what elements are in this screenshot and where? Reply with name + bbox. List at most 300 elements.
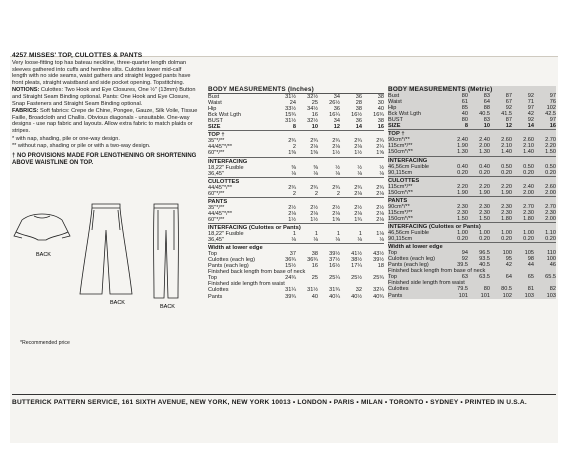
metric-row-label: 90cm*/** <box>388 137 410 144</box>
inches-row-label: 60"*/** <box>208 190 225 197</box>
metric-row-label: INTERFACING (Culottes or Pants) <box>388 222 556 230</box>
inches-cell: 2⅛ <box>310 144 318 151</box>
metric-row-label: Width at lower edge <box>388 243 556 251</box>
metric-row-label: Pants (each leg) <box>388 262 429 269</box>
metric-cell: 2.20 <box>479 183 490 190</box>
metric-table-section-row <box>388 130 556 138</box>
inches-cell: 2 <box>292 190 296 197</box>
inches-cell: 26½ <box>329 100 340 107</box>
metric-row-label: Top <box>388 250 398 257</box>
inches-cell: 39½ <box>373 257 384 264</box>
inches-cell: 1⅝ <box>332 216 340 223</box>
metric-cell: 2.10 <box>523 143 534 150</box>
pants-back-illustration <box>154 204 179 298</box>
inches-table-section-row <box>208 131 384 139</box>
inches-cell: 40 <box>377 106 384 113</box>
metric-cell: 40.5 <box>479 111 490 118</box>
inches-cell: ⅛ <box>291 237 296 244</box>
inches-cell: 2¾ <box>354 184 362 191</box>
inches-cell: 36 <box>355 118 362 125</box>
inches-row-label: Waist <box>208 100 222 107</box>
metric-cell: 1.30 <box>479 149 490 156</box>
metric-cell: 2.60 <box>523 137 534 144</box>
inches-row-label: Culottes <box>208 287 229 294</box>
inches-cell: 32¼ <box>373 287 384 294</box>
metric-row-label: Hip <box>388 105 397 112</box>
inches-cell: 2¾ <box>332 138 340 145</box>
metric-cell: 81 <box>527 286 534 293</box>
metric-cell: 63 <box>461 274 468 281</box>
metric-row-label: 46,56cm Fusible <box>388 230 430 237</box>
metric-row-label: 115cm*/** <box>388 143 413 150</box>
inches-row-label: Pants <box>208 293 223 300</box>
inches-cell: 1 <box>314 231 318 238</box>
inches-cell: 14 <box>355 124 362 131</box>
inches-cell: 1½ <box>310 216 318 223</box>
pattern-number: 4257 <box>12 52 28 59</box>
metric-cell: 0.40 <box>457 163 468 170</box>
metric-cell: 2.30 <box>479 203 490 210</box>
inches-cell: 37 <box>289 251 296 258</box>
inches-cell: ⅛ <box>291 170 296 177</box>
metric-cell: 2.30 <box>479 209 490 216</box>
inches-row-label: Bust <box>208 94 220 101</box>
inches-cell: ⅛ <box>357 170 362 177</box>
body-measurements-metric-table <box>388 86 556 299</box>
metric-table-header <box>388 86 556 93</box>
metric-cell: 0.20 <box>501 169 512 176</box>
fabrics-text: Soft fabrics: Crepe de Chine, Pongee, Gauze, Silk Voile, Tissue Faille, Broadcloth and Challis. Obvious diagonals - unsuitable. One-way designs - use nap fabric and layouts. Allow extra fabric to match plaids or stripes. <box>12 108 198 134</box>
inches-cell: 2 <box>336 190 340 197</box>
inches-cell: 1⅛ <box>376 231 384 238</box>
top-back-illustration <box>14 214 70 240</box>
metric-cell: 64 <box>505 274 512 281</box>
metric-cell: 1.90 <box>457 143 468 150</box>
metric-row-label: 150cm*/** <box>388 215 413 222</box>
inches-cell: 39¾ <box>285 293 296 300</box>
inches-cell: 2¾ <box>332 184 340 191</box>
metric-cell: 2.40 <box>457 137 468 144</box>
inches-cell: 2½ <box>354 204 362 211</box>
metric-cell: 2.20 <box>457 183 468 190</box>
inches-cell: 2⅛ <box>354 210 362 217</box>
metric-cell: 1.30 <box>457 149 468 156</box>
metric-row-label: 150cm*/** <box>388 149 413 156</box>
metric-row-label: SIZE <box>388 123 401 130</box>
notions-paragraph <box>12 87 198 107</box>
inches-cell: 32½ <box>307 118 318 125</box>
metric-row-label: 90cm*/** <box>388 203 410 210</box>
metric-cell: 16 <box>549 123 556 130</box>
inches-cell: 2¾ <box>310 184 318 191</box>
inches-row-label: Top <box>208 275 218 282</box>
inches-table-section-row <box>208 197 384 205</box>
inches-cell: 2⅛ <box>332 210 340 217</box>
metric-row-label: Finished back length from base of neck <box>388 268 486 275</box>
metric-cell: 80 <box>461 93 468 100</box>
metric-cell: 2.70 <box>545 203 556 210</box>
metric-cell: 101 <box>458 292 468 299</box>
inches-cell: 2 <box>314 190 318 197</box>
inches-cell: 32 <box>355 287 362 294</box>
inches-cell: 38 <box>311 251 318 258</box>
inches-cell: 2¾ <box>376 138 384 145</box>
inches-cell: 39½ <box>329 251 340 258</box>
metric-table-section-row <box>388 222 556 230</box>
metric-cell: 41.5 <box>501 111 512 118</box>
metric-cell: 110 <box>547 250 556 257</box>
metric-cell: 65 <box>527 274 534 281</box>
metric-cell: 0.20 <box>479 169 490 176</box>
inches-cell: 2⅛ <box>354 190 362 197</box>
inches-cell: 25¾ <box>373 275 384 282</box>
inches-cell: 28 <box>355 100 362 107</box>
inches-row-label: Bck Wst Lgth <box>208 112 241 119</box>
metric-cell: 0.20 <box>523 169 534 176</box>
nap-note: * with nap, shading, pile or one-way design. <box>12 135 120 142</box>
inches-cell: 31½ <box>307 287 318 294</box>
metric-cell: 92 <box>527 117 534 124</box>
inches-cell: 15¾ <box>285 112 296 119</box>
inches-cell: 16 <box>377 124 384 131</box>
inches-cell: 2 <box>292 144 296 151</box>
inches-row-label: 18,22" Fusible <box>208 164 244 171</box>
inches-cell: 2⅛ <box>376 216 384 223</box>
metric-cell: 1.00 <box>457 230 468 237</box>
metric-cell: 0.50 <box>545 163 556 170</box>
metric-cell: 0.20 <box>523 236 534 243</box>
metric-cell: 46 <box>549 262 556 269</box>
metric-row-label: 46,56cm Fusible <box>388 163 430 170</box>
recommended-price-note: *Recommended price <box>20 340 70 346</box>
metric-cell: 0.50 <box>523 163 534 170</box>
metric-cell: 1.90 <box>501 189 512 196</box>
metric-cell: 2.30 <box>501 209 512 216</box>
inches-cell: 25 <box>311 275 318 282</box>
metric-cell: 10 <box>483 123 490 130</box>
inches-row-label: PANTS <box>208 197 384 205</box>
inches-row-label: Finished back length from base of neck <box>208 269 306 276</box>
metric-cell: 2.10 <box>501 143 512 150</box>
inches-cell: ⅛ <box>335 237 340 244</box>
metric-cell: 93.5 <box>479 256 490 263</box>
inches-cell: 43½ <box>373 251 384 258</box>
metric-cell: 83 <box>483 117 490 124</box>
inches-cell: 31½ <box>285 94 296 101</box>
metric-cell: 1.50 <box>545 149 556 156</box>
inches-cell: 1½ <box>332 150 340 157</box>
metric-cell: 98 <box>527 256 534 263</box>
inches-row-label: 44/45"*/** <box>208 210 233 217</box>
metric-cell: 105 <box>524 250 534 257</box>
metric-table-section-row <box>388 156 556 164</box>
inches-cell: 2¾ <box>310 138 318 145</box>
metric-cell: 12 <box>505 123 512 130</box>
inches-cell: 2¾ <box>376 184 384 191</box>
inches-cell: 25½ <box>351 275 362 282</box>
metric-cell: 80.5 <box>501 286 512 293</box>
inches-row-label: 36,45" <box>208 237 224 244</box>
metric-cell: 103 <box>524 292 534 299</box>
metric-row-label: TOP † <box>388 130 556 138</box>
metric-cell: 2.30 <box>457 209 468 216</box>
metric-cell: 0.40 <box>479 163 490 170</box>
inches-row-label: 60"*/** <box>208 216 225 223</box>
metric-cell: 1.00 <box>501 230 512 237</box>
metric-table-row <box>388 293 556 299</box>
inches-cell: ⅛ <box>379 170 384 177</box>
inches-cell: 16¼ <box>329 112 340 119</box>
inches-cell: 12 <box>333 124 340 131</box>
inches-cell: 37½ <box>329 257 340 264</box>
metric-cell: 92 <box>505 105 512 112</box>
metric-cell: 2.60 <box>501 137 512 144</box>
inches-cell: 2½ <box>310 204 318 211</box>
metric-table-section-row <box>388 176 556 184</box>
publisher-footer: BUTTERICK PATTERN SERVICE, 161 SIXTH AVENUE, NEW YORK, NEW YORK 10013 • LONDON • PARIS • MILAN • TORONTO • SYDNEY • PRINTED IN U.S.A. <box>12 394 556 406</box>
metric-cell: 42.5 <box>545 111 556 118</box>
metric-cell: 82 <box>549 286 556 293</box>
inches-table-header <box>208 86 384 94</box>
metric-cell: 63.5 <box>479 274 490 281</box>
inches-cell: 31¼ <box>285 287 296 294</box>
metric-cell: 8 <box>464 123 468 130</box>
inches-cell: 31½ <box>285 118 296 125</box>
inches-cell: 1 <box>336 231 340 238</box>
metric-row-label: INTERFACING <box>388 156 556 164</box>
metric-cell: 2.30 <box>545 209 556 216</box>
metric-cell: 103 <box>546 292 556 299</box>
notions-label: NOTIONS: <box>12 87 40 94</box>
inches-table-row <box>208 294 384 300</box>
metric-cell: 2.70 <box>545 137 556 144</box>
metric-cell: 71 <box>527 99 534 106</box>
inches-row-label: Top <box>208 251 218 258</box>
metric-cell: 0.20 <box>545 169 556 176</box>
inches-cell: 2⅛ <box>376 210 384 217</box>
inches-cell: 1⅝ <box>376 150 384 157</box>
metric-cell: 1.10 <box>545 230 556 237</box>
inches-row-label: 18,22" Fusible <box>208 231 244 238</box>
metric-cell: 2.30 <box>457 203 468 210</box>
inches-cell: ⅜ <box>313 164 318 171</box>
inches-row-label: 44/45"*/** <box>208 144 233 151</box>
inches-cell: 33½ <box>285 106 296 113</box>
culottes-back-label: BACK <box>110 300 125 306</box>
inches-cell: ½ <box>357 164 362 171</box>
no-nap-note: ** without nap, shading or pile or with a two-way design. <box>12 143 151 150</box>
inches-cell: 34 <box>333 118 340 125</box>
metric-cell: 87 <box>505 93 512 100</box>
metric-cell: 0.20 <box>479 236 490 243</box>
inches-row-label: BUST <box>208 118 223 125</box>
metric-cell: 83 <box>483 93 490 100</box>
pattern-description-column <box>12 52 198 167</box>
inches-cell: 15½ <box>285 263 296 270</box>
pattern-description: Very loose-fitting top has bateau neckline, three-quarter length dolman sleeves gathered into cuffs and hemline slits. Culottes lower mid-calf length with no side seams, waist gathers and straight legged pants have front pleats, straight waistband and side pocket opening. Topstitching. <box>12 60 191 86</box>
metric-cell: 2.40 <box>479 137 490 144</box>
metric-cell: 97 <box>549 117 556 124</box>
inches-cell: 36¾ <box>285 257 296 264</box>
inches-table-section-row <box>208 177 384 185</box>
metric-table-title: BODY MEASUREMENTS (Metric) <box>388 86 493 93</box>
metric-cell: 14 <box>527 123 534 130</box>
metric-cell: 80 <box>461 117 468 124</box>
metric-cell: 79.5 <box>457 286 468 293</box>
metric-row-label: CULOTTES <box>388 176 556 184</box>
metric-row-label: 115cm*/** <box>388 183 413 190</box>
metric-cell: 87 <box>505 117 512 124</box>
metric-cell: 1.90 <box>479 189 490 196</box>
inches-cell: 32½ <box>307 94 318 101</box>
metric-cell: 44 <box>527 262 534 269</box>
inches-cell: 16½ <box>329 263 340 270</box>
inches-cell: 1⅜ <box>288 150 296 157</box>
metric-cell: 102 <box>546 105 556 112</box>
fabrics-label: FABRICS: <box>12 108 39 115</box>
metric-cell: 1.80 <box>501 215 512 222</box>
inches-cell: 1⅜ <box>310 150 318 157</box>
inches-cell: 2¾ <box>354 138 362 145</box>
inches-row-label: 44/45"*/** <box>208 184 233 191</box>
metric-cell: 0.20 <box>457 236 468 243</box>
inches-cell: ⅛ <box>313 170 318 177</box>
inches-cell: 17¼ <box>351 263 362 270</box>
inches-cell: 2½ <box>288 204 296 211</box>
metric-cell: 97 <box>549 93 556 100</box>
inches-cell: 1¾ <box>354 216 362 223</box>
metric-cell: 85 <box>461 105 468 112</box>
pattern-name: MISSES' TOP, CULOTTES & PANTS <box>29 52 143 59</box>
metric-cell: 1.00 <box>523 230 534 237</box>
inches-table-body <box>208 86 384 300</box>
metric-row-label: 115cm*/** <box>388 209 413 216</box>
inches-cell: 2⅛ <box>332 144 340 151</box>
metric-row-label: Bust <box>388 93 400 100</box>
inches-row-label: Culottes (each leg) <box>208 257 255 264</box>
inches-cell: 38 <box>355 106 362 113</box>
inches-cell: ⅛ <box>357 237 362 244</box>
pattern-title <box>12 52 198 59</box>
inches-cell: 38½ <box>351 257 362 264</box>
metric-cell: 94 <box>461 250 468 257</box>
inches-row-label: TOP † <box>208 131 384 139</box>
inches-cell: 34 <box>333 94 340 101</box>
inches-cell: 18 <box>377 263 384 270</box>
inches-cell: 2¼ <box>376 144 384 151</box>
metric-row-label: Top <box>388 274 398 281</box>
inches-cell: 38 <box>377 118 384 125</box>
notions-text: Culottes: Two Hook and Eye Closures, One ½" (13mm) Button and Straight Seam Binding optional. Pants: One Hook and Eye Closure, Snap Fasteners and Straight Seam Binding optional. <box>12 87 196 107</box>
inches-cell: 8 <box>292 124 296 131</box>
metric-cell: 0.20 <box>501 236 512 243</box>
fabrics-paragraph <box>12 108 198 134</box>
metric-cell: 2.00 <box>545 189 556 196</box>
metric-row-label: 150cm*/** <box>388 189 413 196</box>
metric-cell: 1.90 <box>457 189 468 196</box>
inches-row-label: 36,45" <box>208 170 224 177</box>
inches-cell: ⅜ <box>291 164 296 171</box>
metric-cell: 40.5 <box>479 262 490 269</box>
metric-row-label: Pants <box>388 292 403 299</box>
inches-cell: 38 <box>377 94 384 101</box>
back-view-illustrations <box>8 190 200 310</box>
inches-cell: 16½ <box>351 112 362 119</box>
metric-cell: 0.20 <box>457 169 468 176</box>
inches-cell: 25 <box>311 100 318 107</box>
metric-cell: 42 <box>527 111 534 118</box>
metric-cell: 0.50 <box>501 163 512 170</box>
metric-row-label: Finished side length from waist <box>388 280 465 287</box>
inches-cell: 2⅛ <box>376 190 384 197</box>
inches-table-section-row <box>208 223 384 231</box>
metric-cell: 2.00 <box>523 189 534 196</box>
inches-cell: 2⅛ <box>310 210 318 217</box>
metric-cell: 95 <box>505 256 512 263</box>
inches-cell: 41½ <box>351 251 362 258</box>
inches-cell: 1½ <box>354 150 362 157</box>
inches-cell: 2⅛ <box>288 210 296 217</box>
inches-cell: 16 <box>311 263 318 270</box>
metric-cell: 2.30 <box>501 203 512 210</box>
pants-back-label: BACK <box>160 304 175 310</box>
inches-cell: 2¾ <box>288 184 296 191</box>
metric-cell: 92 <box>461 256 468 263</box>
inches-cell: 10 <box>311 124 318 131</box>
inches-table-section-row <box>208 157 384 165</box>
inches-row-label: Pants (each leg) <box>208 263 249 270</box>
metric-cell: 67 <box>505 99 512 106</box>
inches-cell: 40½ <box>351 293 362 300</box>
metric-cell: 2.70 <box>523 203 534 210</box>
inches-cell: 1 <box>358 231 362 238</box>
metric-cell: 2.00 <box>545 215 556 222</box>
metric-cell: 64 <box>483 99 490 106</box>
inches-cell: 1½ <box>288 216 296 223</box>
inches-cell: 2½ <box>332 204 340 211</box>
inches-row-label: INTERFACING <box>208 157 384 165</box>
metric-cell: 80 <box>483 286 490 293</box>
metric-row-label: PANTS <box>388 196 556 204</box>
metric-cell: 42 <box>505 262 512 269</box>
body-measurements-inches-table <box>208 86 384 300</box>
metric-cell: 1.50 <box>479 215 490 222</box>
inches-cell: 31¾ <box>329 287 340 294</box>
metric-cell: 101 <box>480 292 490 299</box>
metric-row-label: Culottes <box>388 286 409 293</box>
inches-cell: 40 <box>311 293 318 300</box>
metric-table-section-row <box>388 243 556 251</box>
metric-cell: 1.50 <box>457 215 468 222</box>
inches-cell: 2¾ <box>288 138 296 145</box>
metric-cell: 1.40 <box>501 149 512 156</box>
metric-cell: 96.5 <box>479 250 490 257</box>
metric-cell: 1.40 <box>523 149 534 156</box>
metric-row-label: Culottes (each leg) <box>388 256 435 263</box>
inches-cell: 24 <box>289 100 296 107</box>
inches-cell: 1 <box>292 231 296 238</box>
inches-cell: 16 <box>311 112 318 119</box>
inches-cell: 34½ <box>307 106 318 113</box>
inches-row-label: Hip <box>208 106 217 113</box>
inches-cell: 2½ <box>376 204 384 211</box>
inches-cell: 24¾ <box>285 275 296 282</box>
metric-cell: 65.5 <box>545 274 556 281</box>
inches-table-title: BODY MEASUREMENTS (Inches) <box>208 86 384 94</box>
inches-cell: ½ <box>379 164 384 171</box>
metric-cell: 61 <box>461 99 468 106</box>
metric-cell: 2.40 <box>523 183 534 190</box>
